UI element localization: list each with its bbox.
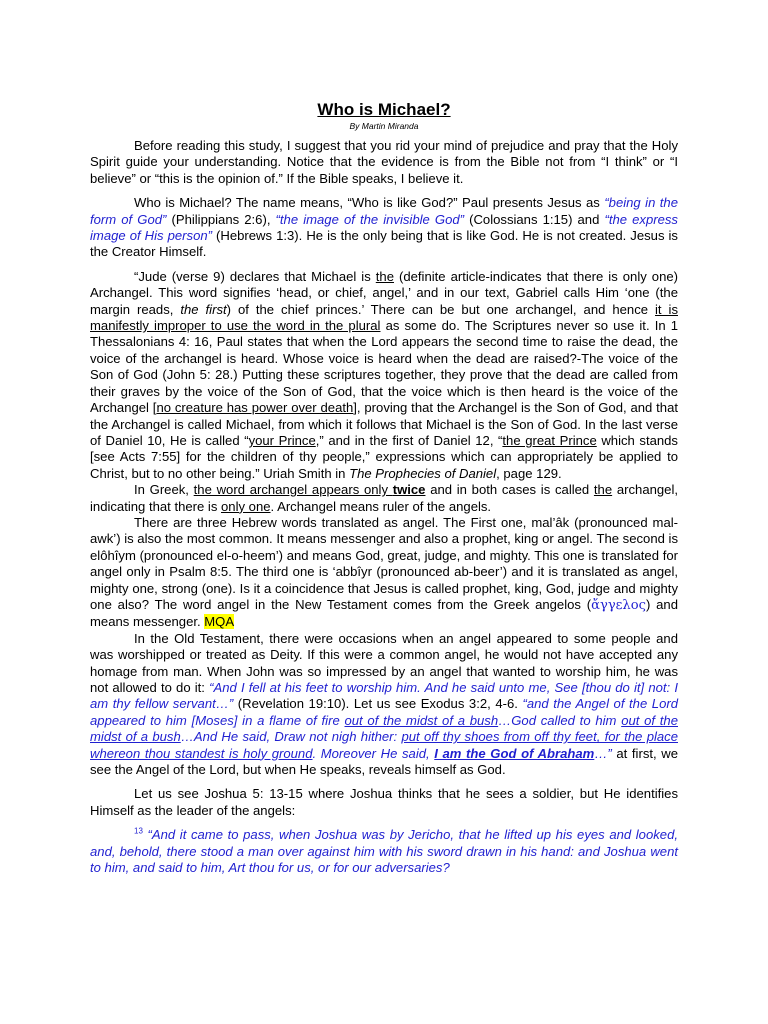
byline: By Martin Miranda: [349, 121, 419, 131]
verse-number: 13: [134, 826, 143, 836]
verse-quote: $^{13}$ “And it came to pass, when Joshua was by Jericho, that he lifted up his eyes and looked, and, behold, there stood a man over against him with his sword drawn in his hand: and Joshua went to him, and said to him, Art thou for us, or for our adversaries?: [90, 826, 678, 876]
paragraph-joshua: Let us see Joshua 5: 13-15 where Joshua thinks that he sees a soldier, but He identifies Himself as the leader of the angels:: [90, 786, 678, 818]
paragraph-old-testament: In the Old Testament, there were occasions when an angel appeared to some people and was worshipped or treated as Deity. If this were a common angel, he would not have accepted any homage from man. When John was so impressed by an angel that wanted to worship him, he was not allowed to do it: “And I fell at his feet to worship him. And he said unto me, See [thou do it] not: I am thy fellow servant…” (Revelation 19:10). Let us see Exodus 3:2, 4-6. “and the Angel of the Lord appeared to him [Moses] in a flame of fire out of the midst of a bush…God called to him out of the midst of a bush…And He said, Draw not nigh hither: put off thy shoes from off thy feet, for the place whereon thou standest is holy ground. Moreover He said, I am the God of Abraham…” at first, we see the Angel of the Lord, but when He speaks, reveals himself as God.: [90, 630, 678, 778]
paragraph-jude-quote: “Jude (verse 9) declares that Michael is the (definite article-indicates that there is only one) Archangel. This word signifies ‘head, or chief, angel,’ and in our text, Gabriel calls Him ‘one (the margin reads, the first) of the chief princes.’ There can be but one archangel, and hence it is manifestly improper to use the word in the plural as some do. The Scriptures never so use it. In 1 Thessalonians 4: 16, Paul states that when the Lord appears the second time to raise the dead, the voice of the archangel is heard. Whose voice is heard when the dead are raised?-The voice of the Son of God (John 5: 28.) Putting these scriptures together, they prove that the dead are called from their graves by the voice of the Son of God, that the voice which is then heard is the voice of the Archangel [no creature has power over death], proving that the Archangel is the Son of God, and that the Archangel is called Michael, from which it follows that Michael is the Son of God. In the last verse of Daniel 10, He is called “your Prince,” and in the first of Daniel 12, “the great Prince which stands [see Acts 7:55] for the children of thy people,” expressions which can appropriately be applied to Christ, but to no other being.” Uriah Smith in The Prophecies of Daniel, page 129.: [90, 268, 678, 481]
paragraph-greek-archangel: In Greek, the word archangel appears only twice and in both cases is called the archangel, indicating that there is only one. Archangel means ruler of the angels.: [90, 482, 678, 514]
highlighted-note: MQA: [204, 614, 235, 630]
document-page: [90, 100, 678, 876]
paragraph-hebrew-words: There are three Hebrew words translated as angel. The First one, mal’âk (pronounced mal-awk’) is also the most common. It means messenger and also a prophet, king or angel. The second is elôhîym (pronounced el-o-heem’) and means God, great, judge, and mighty. This one is translated for angel only in Psalm 8:5. The third one is ‘abbîyr (pronounced ab-beer’) and it is translated as angel, mighty one, strong (one). Is it a coincidence that Jesus is called prophet, king, God, judge and mighty one also? The word angel in the New Testament comes from the Greek angelos (ἄγγελος) and means messenger. MQA: [90, 514, 678, 630]
greek-word: ἄγγελος: [591, 597, 646, 613]
paragraph-who-is-michael: Who is Michael? The name means, “Who is like God?” Paul presents Jesus as “being in the form of God” (Philippians 2:6), “the image of the invisible God” (Colossians 1:15) and “the express image of His person” (Hebrews 1:3). He is the only being that is like God. He is not created. Jesus is the Creator Himself.: [90, 195, 678, 260]
paragraph-intro: Before reading this study, I suggest that you rid your mind of prejudice and pray that the Holy Spirit guide your understanding. Notice that the evidence is from the Bible not from “I think” or “I believe” or “this is the opinion of.” If the Bible speaks, I believe it.: [90, 138, 678, 186]
page-title: Who is Michael?: [317, 100, 451, 119]
